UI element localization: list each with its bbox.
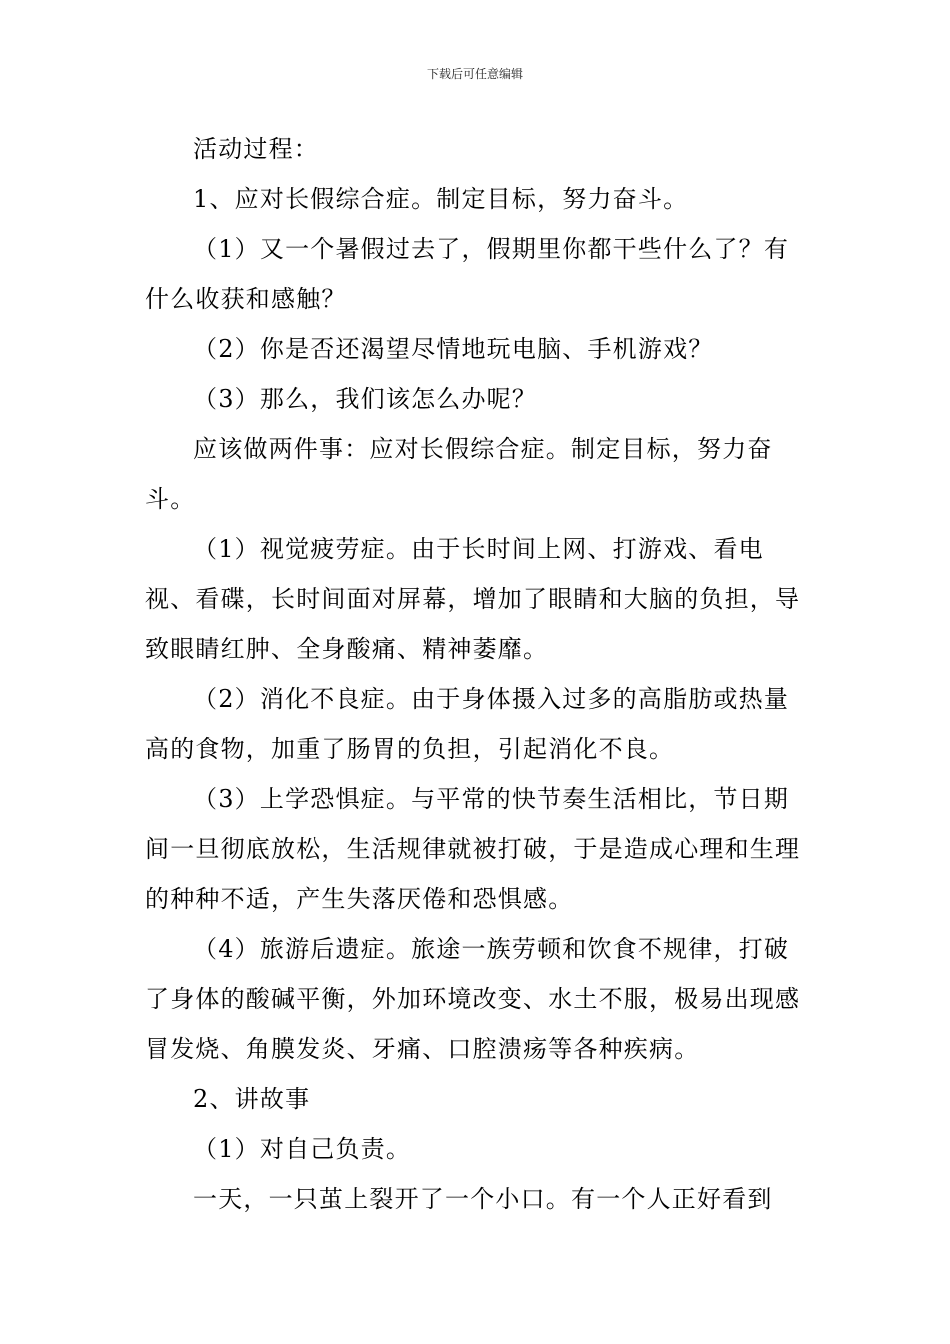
section-1-heading: 1、应对长假综合症。制定目标，努力奋斗。: [193, 185, 689, 213]
question-2: （2）你是否还渴望尽情地玩电脑、手机游戏？: [193, 335, 714, 363]
question-1: （1）又一个暑假过去了，假期里你都干些什么了？有什么收获和感触？: [145, 235, 790, 313]
symptom-school-fear: （3）上学恐惧症。与平常的快节奏生活相比，节日期间一旦彻底放松，生活规律就被打破，于是造成心理和生理的种种不适，产生失落厌倦和恐惧感。: [145, 785, 801, 913]
document-body: [145, 124, 810, 1224]
answer-paragraph: 应该做两件事：应对长假综合症。制定目标，努力奋斗。: [145, 435, 773, 513]
symptom-indigestion: （2）消化不良症。由于身体摄入过多的高脂肪或热量高的食物，加重了肠胃的负担，引起消化不良。: [145, 685, 790, 763]
page-header-note: 下载后可任意编辑: [426, 67, 523, 81]
section-2-heading: 2、讲故事: [193, 1085, 311, 1113]
story-paragraph: 一天，一只茧上裂开了一个小口。有一个人正好看到: [193, 1185, 773, 1213]
symptom-visual-fatigue: （1）视觉疲劳症。由于长时间上网、打游戏、看电视、看碟，长时间面对屏幕，增加了眼睛和大脑的负担，导致眼睛红肿、全身酸痛、精神萎靡。: [145, 535, 801, 663]
symptom-travel-aftereffects: （4）旅游后遗症。旅途一族劳顿和饮食不规律，打破了身体的酸碱平衡，外加环境改变、水土不服，极易出现感冒发烧、角膜发炎、牙痛、口腔溃疡等各种疾病。: [145, 935, 801, 1063]
story-subheading: （1）对自己负责。: [193, 1135, 412, 1163]
activity-process-heading: 活动过程：: [193, 135, 319, 163]
question-3: （3）那么，我们该怎么办呢？: [193, 385, 538, 413]
